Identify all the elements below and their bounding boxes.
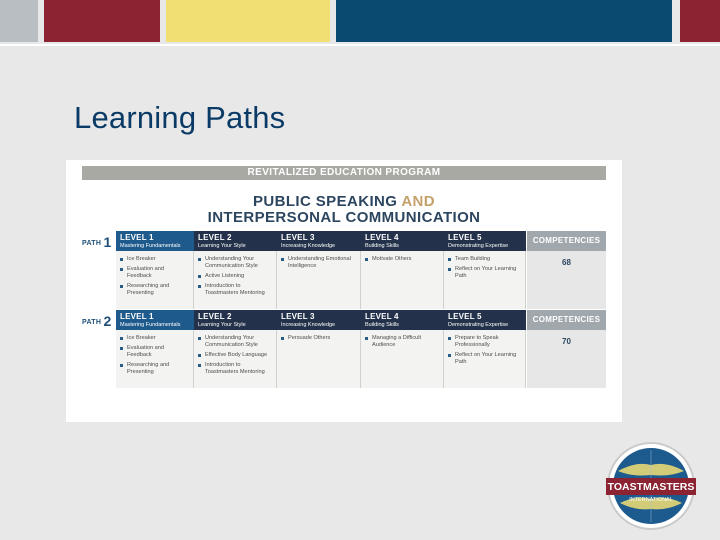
level-title: LEVEL 4	[365, 233, 399, 242]
toastmasters-logo	[606, 441, 696, 531]
top-bar-gray	[0, 0, 38, 42]
path-label	[82, 234, 112, 250]
top-bar-blue	[336, 0, 672, 42]
level-projects	[361, 251, 444, 309]
project-item: Understanding Emotional Intelligence	[281, 256, 356, 270]
level-title: LEVEL 5	[448, 233, 482, 242]
top-bar-yellow	[166, 0, 330, 42]
level-projects	[444, 330, 526, 388]
level-title: LEVEL 3	[281, 312, 315, 321]
level-header	[444, 231, 526, 251]
project-item: Ice Breaker	[120, 335, 189, 342]
level-title: LEVEL 1	[120, 233, 154, 242]
project-item: Reflect on Your Learning Path	[448, 352, 521, 366]
level-subtitle: Mastering Fundamentals	[120, 243, 181, 249]
competencies-header: COMPETENCIES	[527, 310, 606, 330]
level-title: LEVEL 4	[365, 312, 399, 321]
level-subtitle: Increasing Knowledge	[281, 243, 336, 249]
competencies-count: 70	[527, 330, 606, 388]
level-title: LEVEL 5	[448, 312, 482, 321]
top-color-bars	[0, 0, 720, 46]
top-bar-maroon-right	[680, 0, 720, 42]
logo-subtext: INTERNATIONAL	[629, 497, 673, 503]
level-subtitle: Building Skills	[365, 243, 399, 249]
level-subtitle: Demonstrating Expertise	[448, 322, 509, 328]
project-item: Prepare to Speak Professionally	[448, 335, 521, 349]
project-item: Reflect on Your Learning Path	[448, 266, 521, 280]
heading-dark-text: PUBLIC SPEAKING	[252, 193, 402, 210]
path-label-text: PATH	[82, 319, 102, 326]
logo-text: TOASTMASTERS	[607, 481, 695, 493]
level-header	[277, 231, 361, 251]
path-number: 2	[103, 313, 112, 329]
project-item: Effective Body Language	[198, 352, 272, 359]
level-projects	[116, 251, 194, 309]
figure-heading-line1	[66, 193, 622, 210]
top-divider	[0, 44, 720, 46]
project-item: Researching and Presenting	[120, 283, 189, 297]
project-item: Managing a Difficult Audience	[365, 335, 439, 349]
top-bar-maroon	[44, 0, 160, 42]
level-title: LEVEL 1	[120, 312, 154, 321]
level-subtitle: Learning Your Style	[198, 322, 246, 328]
level-projects	[277, 330, 361, 388]
level-header	[361, 310, 444, 330]
level-header	[116, 310, 194, 330]
project-item: Active Listening	[198, 273, 272, 280]
competencies-header: COMPETENCIES	[527, 231, 606, 251]
level-projects	[444, 251, 526, 309]
project-item: Understanding Your Communication Style	[198, 335, 272, 349]
path-label	[82, 313, 112, 329]
level-header	[361, 231, 444, 251]
level-subtitle: Learning Your Style	[198, 243, 246, 249]
level-subtitle: Demonstrating Expertise	[448, 243, 509, 249]
level-subtitle: Building Skills	[365, 322, 399, 328]
figure-heading-line2: INTERPERSONAL COMMUNICATION	[207, 209, 481, 226]
slide-title: Learning Paths	[74, 100, 286, 135]
project-item: Ice Breaker	[120, 256, 189, 263]
level-title: LEVEL 3	[281, 233, 315, 242]
path-number: 1	[103, 234, 112, 250]
project-item: Persuade Others	[281, 335, 356, 342]
heading-gold-text: AND	[401, 193, 436, 210]
level-projects	[194, 330, 277, 388]
education-program-figure	[66, 160, 622, 422]
project-item: Understanding Your Communication Style	[198, 256, 272, 270]
level-header	[116, 231, 194, 251]
program-banner: REVITALIZED EDUCATION PROGRAM	[82, 166, 606, 180]
level-projects	[116, 330, 194, 388]
project-item: Evaluation and Feedback	[120, 266, 189, 280]
level-projects	[361, 330, 444, 388]
competencies-count: 68	[527, 251, 606, 309]
level-header	[194, 310, 277, 330]
level-subtitle: Mastering Fundamentals	[120, 322, 181, 328]
project-item: Researching and Presenting	[120, 362, 189, 376]
level-header	[444, 310, 526, 330]
project-item: Evaluation and Feedback	[120, 345, 189, 359]
level-title: LEVEL 2	[198, 233, 232, 242]
project-item: Team Building	[448, 256, 521, 263]
project-item: Motivate Others	[365, 256, 439, 263]
level-subtitle: Increasing Knowledge	[281, 322, 336, 328]
project-item: Introduction to Toastmasters Mentoring	[198, 362, 272, 376]
project-item: Introduction to Toastmasters Mentoring	[198, 283, 272, 297]
level-projects	[277, 251, 361, 309]
level-header	[277, 310, 361, 330]
level-title: LEVEL 2	[198, 312, 232, 321]
path-label-text: PATH	[82, 240, 102, 247]
level-header	[194, 231, 277, 251]
level-projects	[194, 251, 277, 309]
